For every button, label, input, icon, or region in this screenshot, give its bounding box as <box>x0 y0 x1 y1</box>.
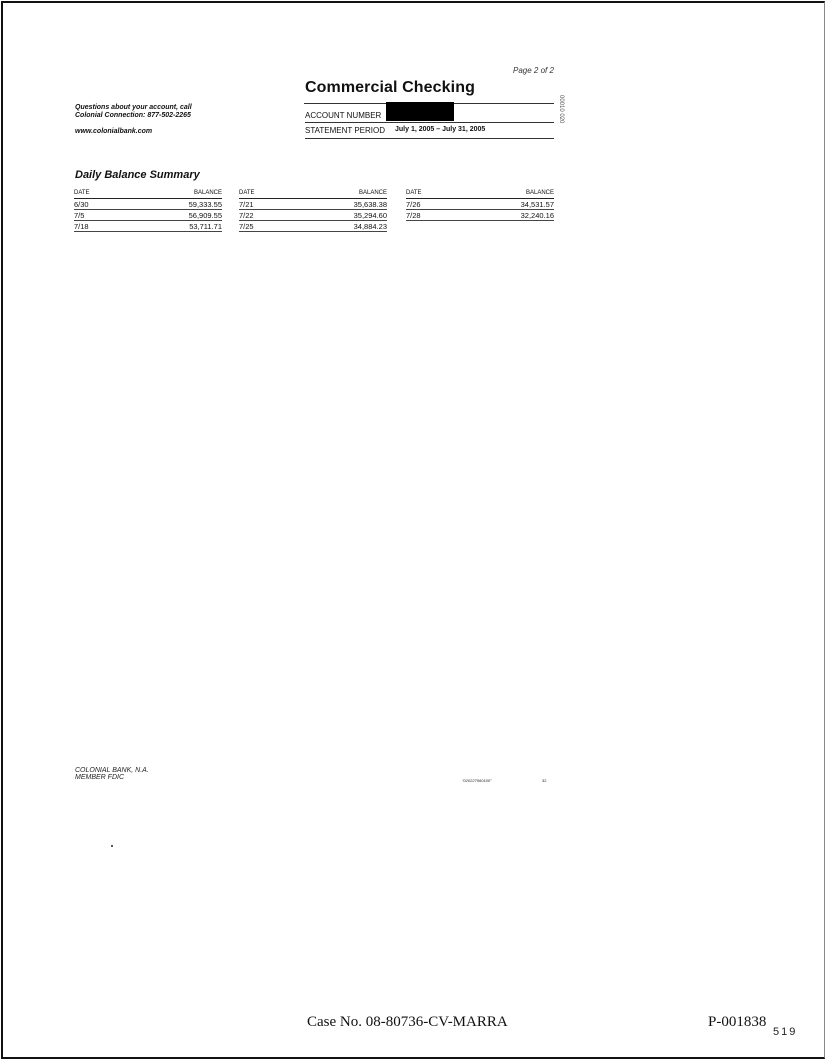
bates-number: P-001838 <box>708 1014 767 1030</box>
row-balance: 59,333.55 <box>188 200 222 209</box>
case-number: Case No. 08-80736-CV-MARRA <box>307 1014 508 1030</box>
footer-bank-info <box>75 767 149 781</box>
scan-speck <box>111 845 113 847</box>
row-balance: 32,240.16 <box>520 211 554 220</box>
barcode-number: 32 <box>542 778 547 783</box>
table-row <box>239 199 387 210</box>
page-stamp: 519 <box>773 1026 798 1038</box>
column-header <box>406 189 554 199</box>
page-border <box>1 1 825 1059</box>
column-header <box>74 189 222 199</box>
row-balance: 53,711.71 <box>189 222 222 231</box>
section-title: Daily Balance Summary <box>75 169 200 181</box>
row-balance: 35,638.38 <box>353 200 387 209</box>
page-label: Page 2 of 2 <box>513 66 554 75</box>
row-date: 7/5 <box>74 211 85 220</box>
balance-column-1 <box>74 189 222 232</box>
date-header: DATE <box>239 190 255 196</box>
contact-line-2: Colonial Connection: 877-502-2265 <box>75 111 191 119</box>
row-balance: 34,531.57 <box>520 200 554 209</box>
table-row <box>406 199 554 210</box>
row-date: 7/25 <box>239 222 254 231</box>
balance-column-2 <box>239 189 387 232</box>
table-row <box>239 210 387 221</box>
row-date: 7/18 <box>74 222 89 231</box>
column-header <box>239 189 387 199</box>
table-row <box>74 221 222 232</box>
row-date: 7/26 <box>406 200 421 209</box>
statement-period-label: STATEMENT PERIOD <box>305 126 386 135</box>
footer-member-fdic: MEMBER FDIC <box>75 774 124 781</box>
redaction-box <box>386 102 454 121</box>
balance-header: BALANCE <box>525 190 554 196</box>
date-header: DATE <box>74 190 90 196</box>
footer-bank-name: COLONIAL BANK, N.A. <box>75 767 149 774</box>
table-row <box>74 199 222 210</box>
bank-website-link[interactable]: www.colonialbank.com <box>75 128 153 135</box>
statement-title: Commercial Checking <box>305 79 475 96</box>
balance-column-3 <box>406 189 554 221</box>
balance-header: BALANCE <box>358 190 387 196</box>
contact-info <box>75 104 192 119</box>
row-date: 7/28 <box>406 211 421 220</box>
row-date: 6/30 <box>74 200 89 209</box>
row-date: 7/21 <box>239 200 254 209</box>
table-row <box>74 210 222 221</box>
statement-period-value: July 1, 2005 – July 31, 2005 <box>395 126 486 133</box>
row-date: 7/22 <box>239 211 254 220</box>
date-header: DATE <box>406 190 422 196</box>
account-number-label: ACCOUNT NUMBER <box>305 111 382 120</box>
contact-line-1: Questions about your account, call <box>75 104 192 111</box>
table-row <box>239 221 387 232</box>
side-code: 00010 020 <box>558 95 564 124</box>
table-row <box>406 210 554 221</box>
barcode-text: "020227560100" <box>462 778 492 783</box>
row-balance: 34,884.23 <box>353 222 387 231</box>
statement-period-row <box>305 125 554 139</box>
row-balance: 56,909.55 <box>188 211 222 220</box>
balance-header: BALANCE <box>193 190 222 196</box>
row-balance: 35,294.60 <box>353 211 387 220</box>
